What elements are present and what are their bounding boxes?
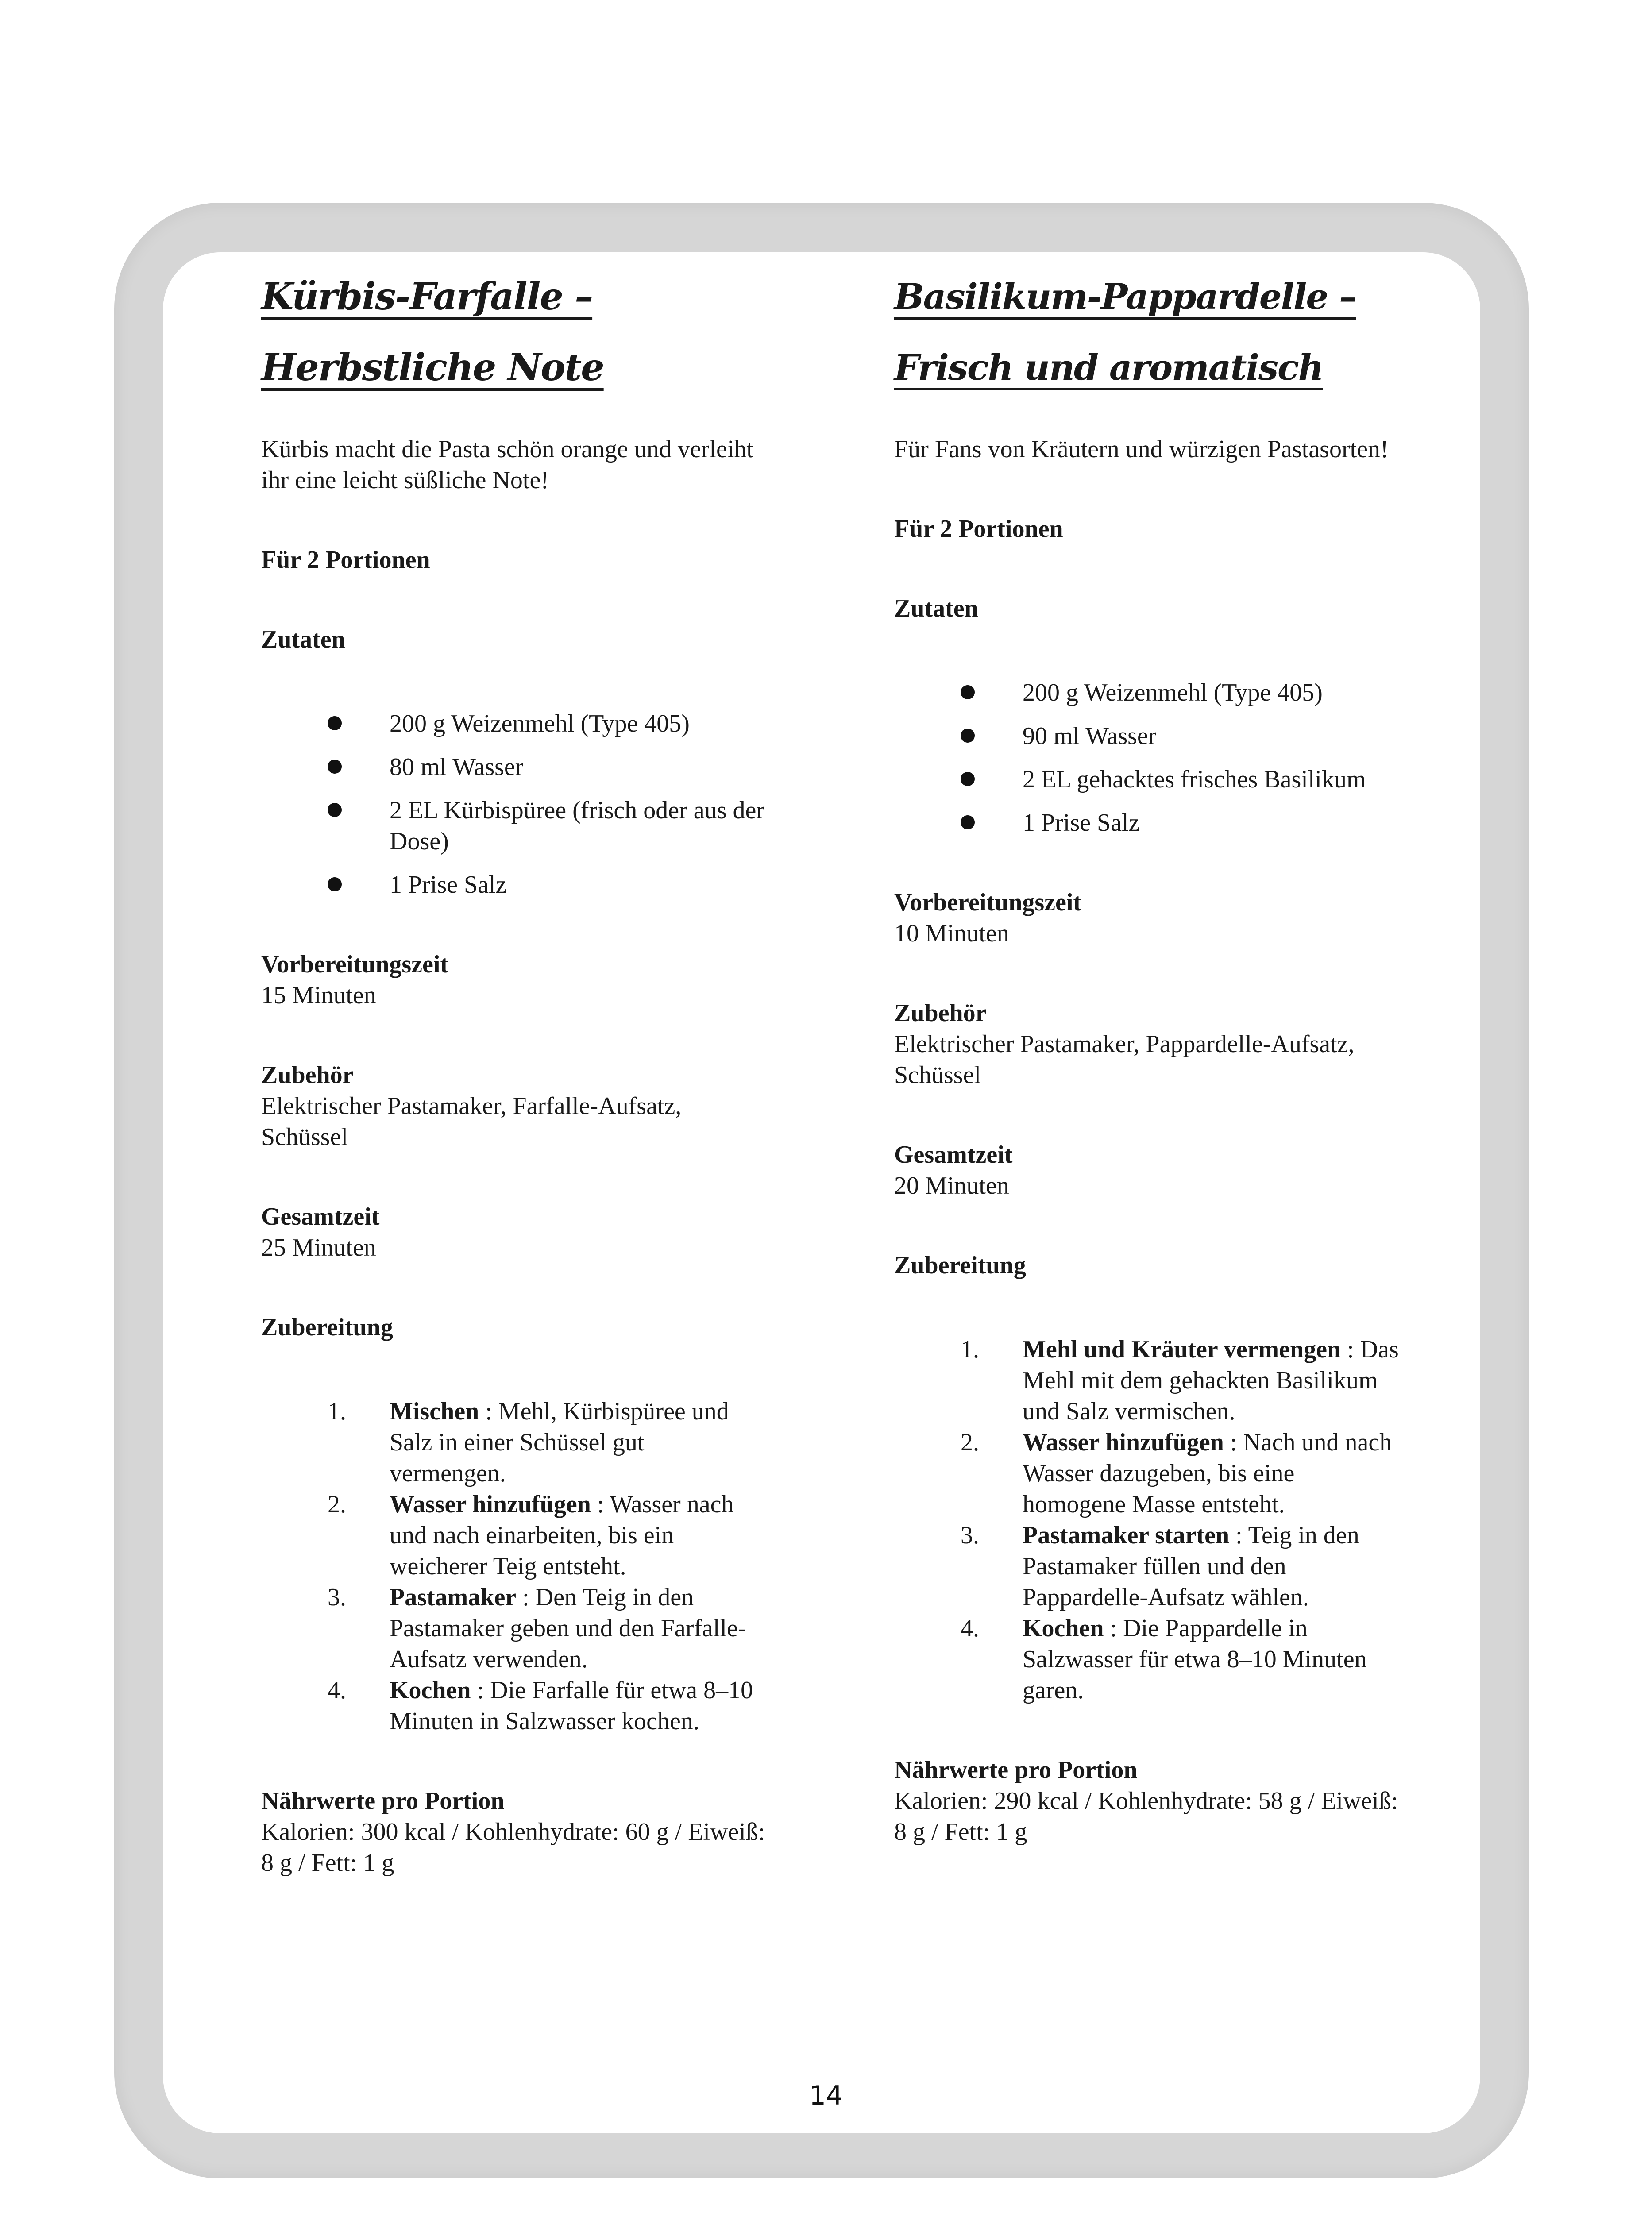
prep-time-value: 15 Minuten — [261, 982, 376, 1009]
step-item — [328, 1489, 766, 1582]
total-time — [894, 1139, 1399, 1201]
step-text: : Den Teig in den Pastamaker geben und den Farfalle-Aufsatz verwenden. — [390, 1584, 746, 1673]
step-title: Pastamaker starten — [1023, 1522, 1230, 1549]
ingredient-item — [961, 807, 1399, 838]
step-item — [961, 1334, 1399, 1427]
step-number: 2. — [328, 1491, 346, 1518]
ingredient-item — [328, 869, 766, 900]
nutrition — [894, 1754, 1399, 1847]
prep-time — [261, 949, 766, 1011]
ingredients-heading: Zutaten — [261, 626, 345, 653]
step-item — [961, 1427, 1399, 1520]
recipe-intro: Für Fans von Kräutern und würzigen Pastasorten! — [894, 436, 1389, 463]
ingredient-item — [961, 721, 1399, 752]
bullet-icon — [961, 815, 975, 829]
step-item — [961, 1613, 1399, 1706]
step-number: 1. — [961, 1336, 979, 1363]
step-text: : Teig in den Pastamaker füllen und den Pappardelle-Aufsatz wählen. — [1023, 1522, 1359, 1611]
bullet-icon — [961, 772, 975, 786]
steps-list — [894, 1334, 1399, 1706]
step-title: Mischen — [390, 1398, 479, 1425]
ingredients-list — [894, 677, 1399, 838]
total-time-label: Gesamtzeit — [894, 1141, 1013, 1168]
ingredient-text: 90 ml Wasser — [1023, 722, 1157, 750]
bullet-icon — [328, 803, 342, 817]
recipe-intro: Kürbis macht die Pasta schön orange und verleiht ihr eine leicht süßliche Note! — [261, 436, 753, 494]
bullet-icon — [328, 716, 342, 730]
prep-time-label: Vorbereitungszeit — [261, 951, 449, 978]
step-number: 1. — [328, 1398, 346, 1425]
tools — [894, 998, 1399, 1091]
tools-value: Elektrischer Pastamaker, Pappardelle-Aufsatz, Schüssel — [894, 1030, 1355, 1089]
recipe-column-right — [894, 261, 1399, 1847]
prep-time-value: 10 Minuten — [894, 920, 1009, 947]
tools-value: Elektrischer Pastamaker, Farfalle-Aufsatz, Schüssel — [261, 1092, 682, 1151]
step-title: Kochen — [1023, 1615, 1104, 1642]
steps-heading: Zubereitung — [261, 1314, 393, 1341]
step-item — [328, 1582, 766, 1675]
nutrition-label: Nährwerte pro Portion — [261, 1787, 505, 1815]
step-number: 4. — [328, 1677, 346, 1704]
tools-label: Zubehör — [894, 999, 987, 1027]
ingredient-text: 1 Prise Salz — [390, 871, 507, 898]
step-title: Wasser hinzufügen — [1023, 1429, 1224, 1456]
ingredient-text: 2 EL Kürbispüree (frisch oder aus der Dose) — [390, 797, 764, 855]
step-title: Pastamaker — [390, 1584, 517, 1611]
prep-time — [894, 887, 1399, 949]
step-text: : Mehl, Kürbispüree und Salz in einer Schüssel gut vermengen. — [390, 1398, 729, 1487]
ingredients-heading: Zutaten — [894, 595, 978, 622]
bullet-icon — [961, 685, 975, 699]
steps-heading: Zubereitung — [894, 1252, 1026, 1279]
step-text: : Wasser nach und nach einarbeiten, bis ein weicherer Teig entsteht. — [390, 1491, 734, 1580]
bullet-icon — [961, 729, 975, 743]
step-item — [328, 1675, 766, 1737]
steps-list — [261, 1396, 766, 1737]
total-time-label: Gesamtzeit — [261, 1203, 380, 1230]
bullet-icon — [328, 760, 342, 774]
recipe-title: Kürbis-Farfalle – Herbstliche Note — [261, 274, 604, 389]
ingredient-text: 80 ml Wasser — [390, 753, 524, 781]
recipe-column-left — [261, 261, 766, 1878]
step-text: : Das Mehl mit dem gehackten Basilikum und Salz vermischen. — [1023, 1336, 1399, 1425]
nutrition-label: Nährwerte pro Portion — [894, 1756, 1138, 1784]
ingredient-item — [328, 795, 766, 857]
page-number: 14 — [809, 2080, 843, 2111]
ingredient-item — [328, 708, 766, 739]
tools-label: Zubehör — [261, 1061, 354, 1089]
step-text: : Nach und nach Wasser dazugeben, bis eine homogene Masse entsteht. — [1023, 1429, 1392, 1518]
ingredient-text: 200 g Weizenmehl (Type 405) — [390, 710, 690, 737]
step-title: Mehl und Kräuter vermengen — [1023, 1336, 1341, 1363]
total-time-value: 25 Minuten — [261, 1234, 376, 1261]
step-text: : Die Pappardelle in Salzwasser für etwa 8–10 Minuten garen. — [1023, 1615, 1367, 1704]
step-text: : Die Farfalle für etwa 8–10 Minuten in Salzwasser kochen. — [390, 1677, 753, 1735]
ingredient-text: 2 EL gehacktes frisches Basilikum — [1023, 766, 1366, 793]
step-item — [961, 1520, 1399, 1613]
ingredient-text: 1 Prise Salz — [1023, 809, 1140, 837]
step-number: 4. — [961, 1615, 979, 1642]
bullet-icon — [328, 877, 342, 891]
total-time — [261, 1201, 766, 1263]
nutrition-value: Kalorien: 300 kcal / Kohlenhydrate: 60 g / Eiweiß: 8 g / Fett: 1 g — [261, 1818, 765, 1877]
step-number: 2. — [961, 1429, 979, 1456]
nutrition-value: Kalorien: 290 kcal / Kohlenhydrate: 58 g / Eiweiß: 8 g / Fett: 1 g — [894, 1787, 1398, 1846]
ingredient-text: 200 g Weizenmehl (Type 405) — [1023, 679, 1323, 706]
step-title: Kochen — [390, 1677, 471, 1704]
step-number: 3. — [328, 1584, 346, 1611]
prep-time-label: Vorbereitungszeit — [894, 889, 1082, 916]
ingredients-list — [261, 708, 766, 900]
step-number: 3. — [961, 1522, 979, 1549]
nutrition — [261, 1785, 766, 1878]
total-time-value: 20 Minuten — [894, 1172, 1009, 1199]
ingredient-item — [328, 752, 766, 783]
ingredient-item — [961, 677, 1399, 708]
servings: Für 2 Portionen — [261, 546, 430, 574]
recipe-title: Basilikum-Pappardelle – Frisch und aromatisch — [894, 276, 1356, 388]
tools — [261, 1060, 766, 1153]
step-title: Wasser hinzufügen — [390, 1491, 591, 1518]
servings: Für 2 Portionen — [894, 515, 1063, 543]
ingredient-item — [961, 764, 1399, 795]
step-item — [328, 1396, 766, 1489]
